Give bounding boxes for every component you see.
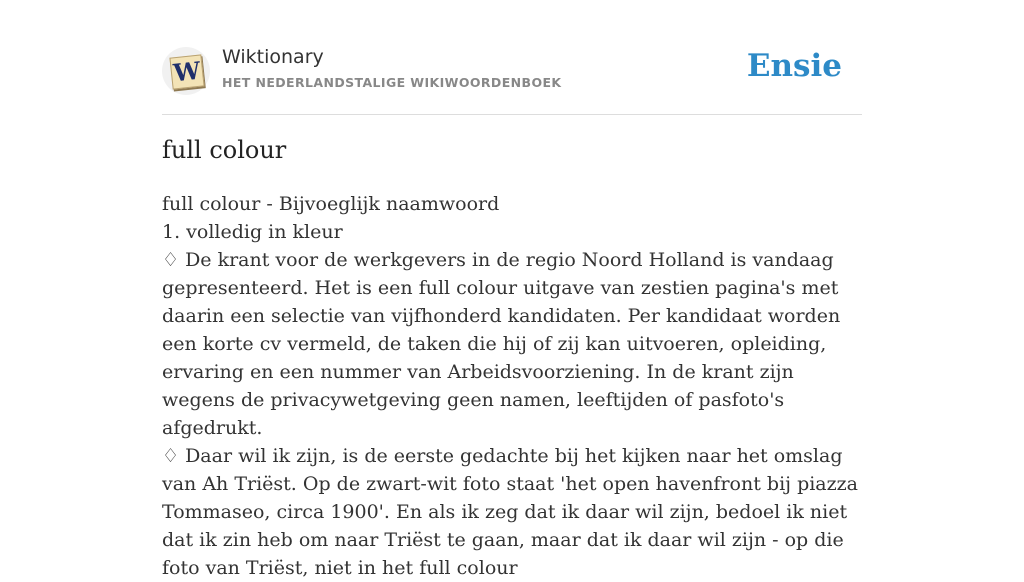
ensie-logo[interactable]: Ensie (746, 48, 842, 84)
site-tagline: HET NEDERLANDSTALIGE WIKIWOORDENBOEK (222, 75, 562, 90)
entry-heading: full colour - Bijvoeglijk naamwoord (162, 193, 500, 215)
site-name[interactable]: Wiktionary (222, 46, 324, 68)
site-header (162, 44, 862, 115)
entry-definition: 1. volledig in kleur (162, 221, 343, 243)
page-title: full colour (162, 136, 287, 164)
example-sentence: ♢ De krant voor de werkgevers in de regio Noord Holland is vandaag gepresenteerd. Het is een full colour uitgave van zestien pagina's met daarin een selectie van vijfhonderd kandidaten. Per kandidaat worden een korte cv vermeld, de taken die hij of zij kan uitvoeren, opleiding, ervaring en een nummer van Arbeidsvoorziening. In de krant zijn wegens de privacywetgeving geen namen, leeftijden of pasfoto's afgedrukt. (162, 249, 841, 439)
wiktionary-logo[interactable] (162, 47, 210, 95)
wiktionary-tile-icon: W (169, 54, 204, 89)
entry-content (162, 190, 862, 582)
example-sentence: ♢ Daar wil ik zijn, is de eerste gedachte bij het kijken naar het omslag van Ah Triëst. Op de zwart-wit foto staat 'het open havenfront bij piazza Tommaseo, circa 1900'. En als ik zeg dat ik daar wil zijn, bedoel ik niet dat ik zin heb om naar Triëst te gaan, maar dat ik daar wil zijn - op die foto van Triëst, niet in het full colour (162, 445, 858, 579)
